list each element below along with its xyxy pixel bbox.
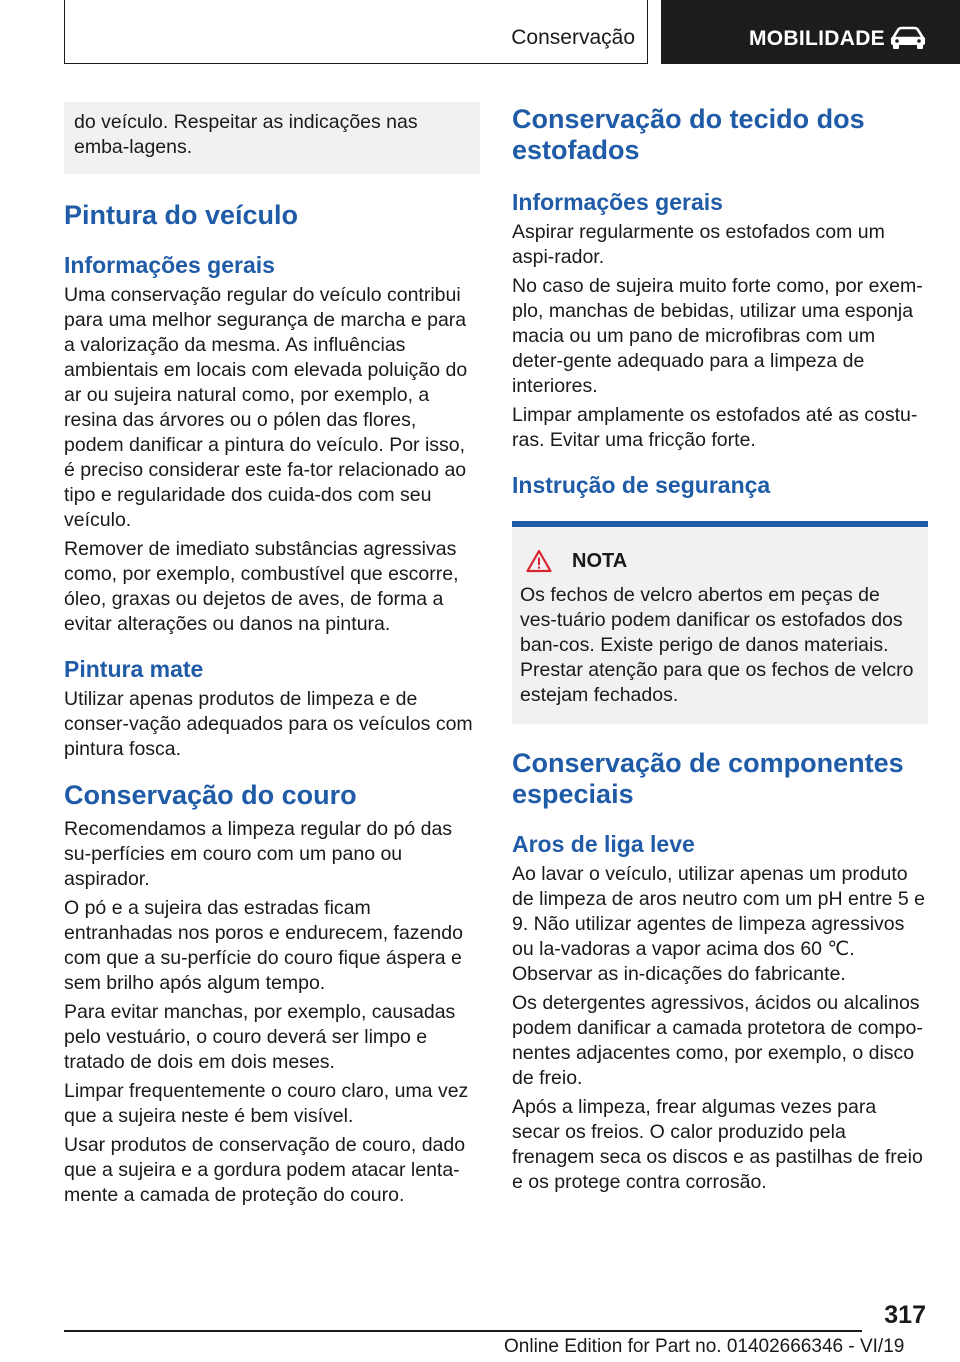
paragraph-couro-5: Usar produtos de conservação de couro, dado que a sujeira e a gordura podem atacar lenta-mente a camada de proteção do couro. [64,1134,466,1206]
paragraph-aros-3: Após a limpeza, frear algumas vezes para secar os freios. O calor produzido pela frenagem seca os discos e as pastilhas de freio e os protege contra corrosão. [512,1096,923,1193]
paragraph-couro-3: Para evitar manchas, por exemplo, causadas pelo vestuário, o couro deverá ser limpo e tratado de dois em dois meses. [64,1001,456,1073]
paragraph-conservacao: Uma conservação regular do veículo contribui para uma melhor segurança de marcha e para a valorização da mesma. As influências ambientais em locais com elevada poluição do ar ou sujeira natural como, por exemplo, a resina das árvores ou o pólen das flores, podem danificar a pintura do veículo. Por isso, é preciso considerar este fa-tor relacionado ao tipo e regularidade dos cuida-dos com seu veículo. [64,284,468,531]
heading-tecido: Conservação do tecido dos estofados [512,104,865,165]
page-number: 317 [884,1301,926,1329]
right-column [512,102,928,1199]
paragraph-sujeira: No caso de sujeira muito forte como, por exem-plo, manchas de bebidas, utilizar uma esponja macia ou um pano de microfibras com um deter-gente adequado para a limpeza de interiores. [512,275,923,397]
note-text: do veículo. Respeitar as indicações nas emba-lagens. [74,111,418,158]
warning-text: Os fechos de velcro abertos em peças de ves-tuário podem danificar os estofados dos ban-cos. Existe perigo de danos materiais. Prestar atenção para que os fechos de velcro estejam fechados. [520,584,914,706]
paragraph-mate: Utilizar apenas produtos de limpeza e de conser-vação adequados para os veículos com pintura fosca. [64,688,473,760]
car-icon [889,26,927,50]
paragraph-remover: Remover de imediato substâncias agressivas como, por exemplo, combustível que escorre, óleo, graxas ou dejetos de aves, de forma a evitar alterações ou danos na pintura. [64,538,459,635]
continued-note-box [64,102,480,174]
footer-edition: Online Edition for Part no. 01402666346 - VI/19 [504,1336,905,1357]
warning-title-row [520,549,920,573]
warning-triangle-icon [526,549,552,573]
paragraph-couro-1: Recomendamos a limpeza regular do pó das su-perfícies em couro com um pano ou aspirador. [64,818,453,890]
paragraph-limpar: Limpar amplamente os estofados até as costu-ras. Evitar uma fricção forte. [512,404,918,451]
heading-info-gerais-pintura: Informações gerais [64,252,275,278]
heading-seguranca: Instrução de segurança [512,472,771,498]
footer-divider [64,1330,862,1332]
paragraph-aros-1: Ao lavar o veículo, utilizar apenas um produto de limpeza de aros neutro com um pH entre 5 e 9. Não utilizar agentes de limpeza agressivos ou la-vadoras a vapor acima dos 60 ℃. Observar as in-dicações do fabricante. [512,863,925,985]
paragraph-couro-2: O pó e a sujeira das estradas ficam entranhadas nos poros e endurecem, fazendo com que a su-perfície do couro fique áspera e sem brilho após algum tempo. [64,897,463,994]
warning-title: NOTA [572,549,628,572]
heading-couro: Conservação do couro [64,780,357,810]
heading-componentes: Conservação de componentes especiais [512,748,904,809]
left-column [64,102,480,1212]
section-title: Conservação [511,26,635,49]
paragraph-couro-4: Limpar frequentemente o couro claro, uma vez que a sujeira neste é bem visível. [64,1080,469,1127]
heading-aros: Aros de liga leve [512,831,695,857]
paragraph-aros-2: Os detergentes agressivos, ácidos ou alcalinos podem danificar a camada protetora de compo-nentes adjacentes como, por exemplo, o disco de freio. [512,992,923,1089]
chapter-tab [661,0,960,64]
paragraph-aspirar: Aspirar regularmente os estofados com um aspi-rador. [512,221,885,268]
heading-info-gerais-tecido: Informações gerais [512,189,723,215]
heading-pintura-mate: Pintura mate [64,656,204,682]
heading-pintura: Pintura do veículo [64,200,299,230]
warning-box [512,521,928,724]
section-header [64,0,648,64]
chapter-title: MOBILIDADE [749,27,885,50]
